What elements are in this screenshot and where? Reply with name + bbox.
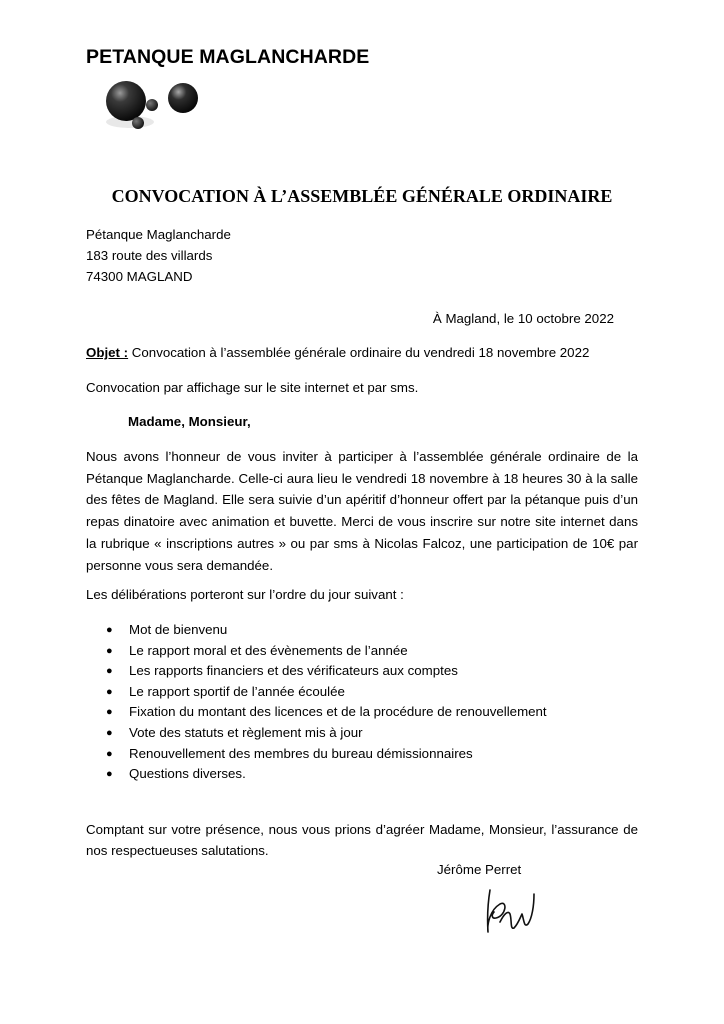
agenda-intro: Les délibérations porteront sur l’ordre du jour suivant : bbox=[86, 587, 404, 602]
bullet-icon: ● bbox=[106, 665, 113, 678]
bullet-icon: ● bbox=[106, 768, 113, 781]
agenda-item: ● Questions diverses. bbox=[86, 764, 646, 785]
date-line: À Magland, le 10 octobre 2022 bbox=[432, 311, 614, 326]
subject-text: Convocation à l’assemblée générale ordinaire du vendredi 18 novembre 2022 bbox=[128, 345, 590, 360]
subject-label: Objet : bbox=[86, 345, 129, 360]
agenda-item: ● Vote des statuts et règlement mis à jour bbox=[86, 723, 646, 744]
agenda-list bbox=[86, 620, 646, 785]
bullet-icon: ● bbox=[106, 644, 113, 657]
sender-street: 183 route des villards bbox=[86, 248, 213, 263]
notice-text: Convocation par affichage sur le site internet et par sms. bbox=[86, 380, 419, 395]
bullet-icon: ● bbox=[106, 685, 113, 698]
agenda-item: ● Le rapport sportif de l’année écoulée bbox=[86, 682, 646, 703]
document-title: CONVOCATION À L’ASSEMBLÉE GÉNÉRALE ORDINAIRE bbox=[111, 186, 613, 206]
subject-line bbox=[86, 343, 589, 363]
body-paragraph: Nous avons l’honneur de vous inviter à participer à l’assemblée générale ordinaire de la Pétanque Maglancharde. Celle-ci aura lieu le vendredi 18 novembre à 18 heures 30 à la salle des fêtes de Magland. Elle sera suivie d’un apéritif d’honneur offert par la pétanque puis d’un repas dinatoire avec animation et buvette. Merci de vous inscrire sur notre site internet dans la rubrique « inscriptions autres » ou par sms à Nicolas Falcoz, une participation de 10€ par personne vous sera demandée. bbox=[86, 449, 638, 573]
handwritten-signature-icon bbox=[478, 884, 536, 936]
bullet-icon: ● bbox=[106, 706, 113, 719]
closing-paragraph: Comptant sur votre présence, nous vous prions d’agréer Madame, Monsieur, l’assurance de nos respectueuses salutations. bbox=[86, 822, 638, 858]
sender-city: 74300 MAGLAND bbox=[86, 269, 193, 284]
petanque-balls-logo-icon bbox=[100, 76, 205, 134]
salutation: Madame, Monsieur, bbox=[128, 414, 251, 429]
club-name: PETANQUE MAGLANCHARDE bbox=[86, 46, 370, 68]
agenda-item: ● Mot de bienvenu bbox=[86, 620, 646, 641]
agenda-item: ● Les rapports financiers et des vérificateurs aux comptes bbox=[86, 661, 646, 682]
bullet-icon: ● bbox=[106, 624, 113, 636]
agenda-item: ● Renouvellement des membres du bureau démissionnaires bbox=[86, 744, 646, 765]
agenda-item: ● Le rapport moral et des évènements de l’année bbox=[86, 641, 646, 662]
sender-name: Pétanque Maglancharde bbox=[86, 227, 231, 242]
bullet-icon: ● bbox=[106, 726, 113, 739]
agenda-item: ● Fixation du montant des licences et de la procédure de renouvellement bbox=[86, 702, 646, 723]
bullet-icon: ● bbox=[106, 747, 113, 760]
signatory-name: Jérôme Perret bbox=[437, 862, 522, 877]
